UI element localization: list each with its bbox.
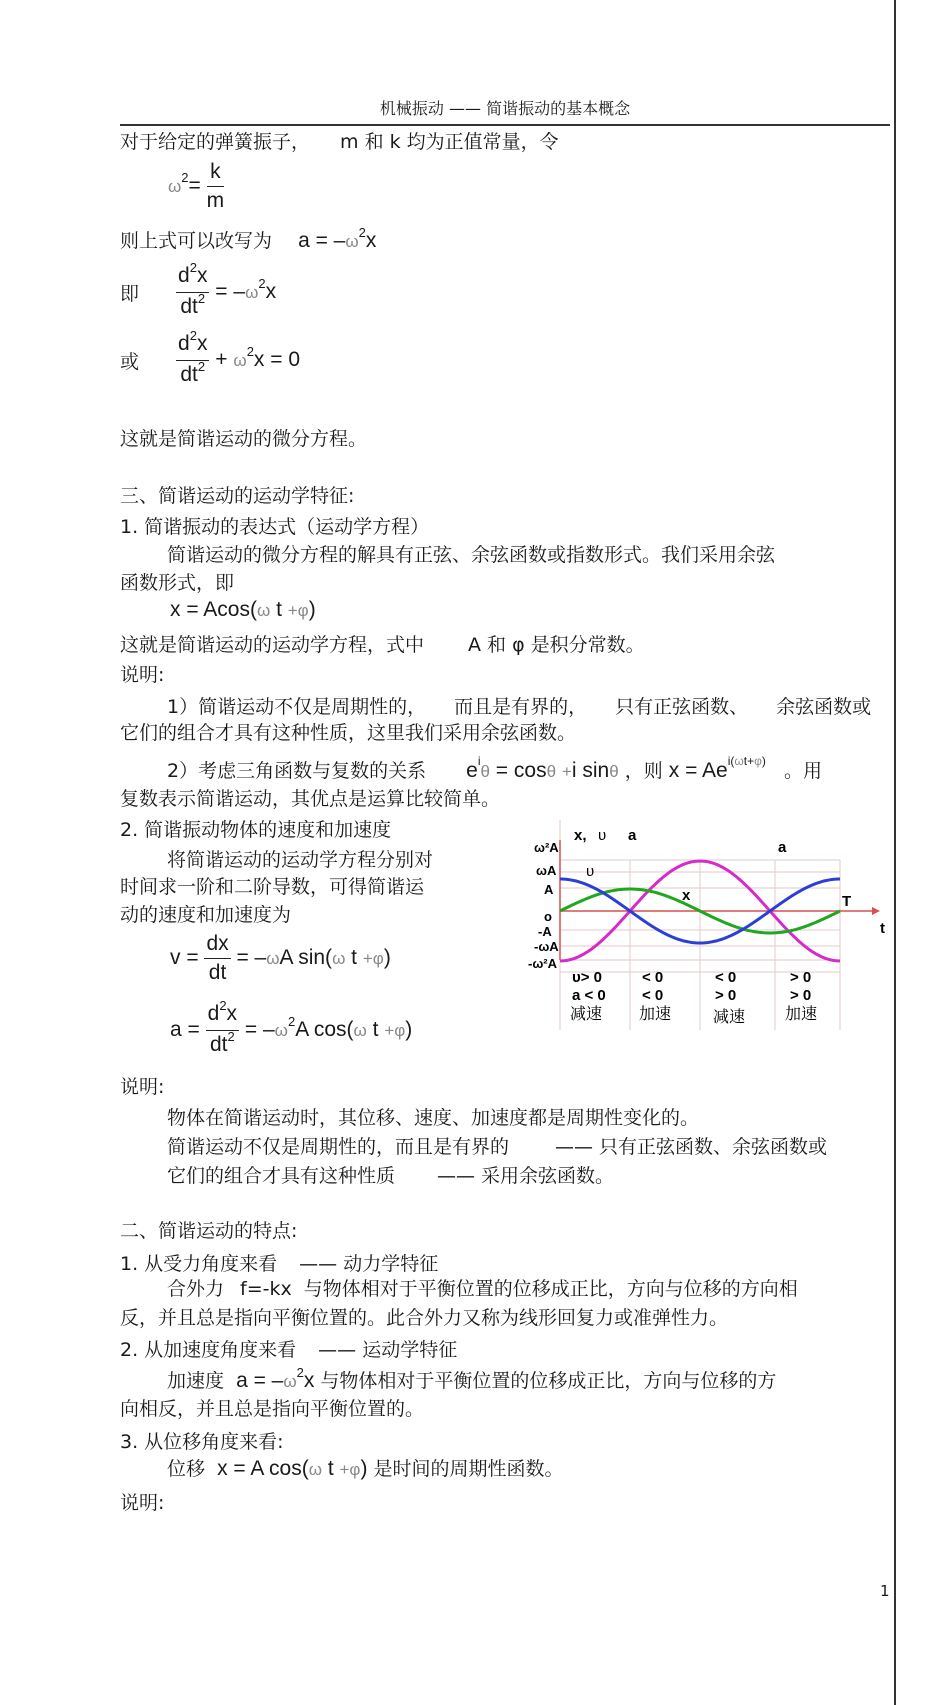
paragraph: 动的速度和加速度为 — [120, 904, 292, 926]
curve-label-x: x — [682, 887, 691, 904]
paragraph: 向相反，并且总是指向平衡位置的。 — [120, 1398, 425, 1420]
row3-q4: 加速 — [785, 1006, 818, 1023]
page-number: 1 — [880, 1582, 890, 1600]
note-2-cont: 复数表示简谐运动，其优点是运算比较简单。 — [120, 788, 501, 810]
kinematic-equation: x = Acos(ω t +φ) — [170, 598, 316, 621]
section3-item2: 2. 简谐振动物体的速度和加速度 — [120, 819, 392, 841]
note-label: 说明: — [120, 664, 165, 686]
paragraph: 反，并且总是指向平衡位置的。此合外力又称为线形回复力或准弹性力。 — [120, 1307, 729, 1329]
summary-3: 它们的组合才具有这种性质 —— 采用余弦函数。 — [167, 1165, 615, 1187]
paragraph: 这就是简谐运动的运动学方程，式中 A 和 φ 是积分常数。 — [120, 634, 645, 656]
ylabel-A: A — [544, 882, 554, 897]
row2-q2: < 0 — [642, 987, 664, 1004]
equation-ji: 即 $\frac{d^2x}{dt^2}$ = $-\omega^2x$ — [120, 260, 277, 318]
note-2: 2）考虑三角函数与复数的关系 $e^i\theta = \cos\theta +i$ sinθ ，则 $x = Ae^{i(\omega t+\varphi)}$ 。用 — [167, 754, 822, 782]
curve-label-v: υ — [586, 863, 595, 880]
section3-item1: 1. 简谐振动的表达式（运动学方程） — [120, 516, 430, 538]
row2-q1: a < 0 — [572, 987, 606, 1004]
paragraph: 时间求一阶和二阶导数，可得简谐运 — [120, 876, 425, 898]
intro-line: 对于给定的弹簧振子， m 和 k 均为正值常量，令 — [120, 131, 559, 153]
legend-a: a — [628, 827, 637, 844]
page-header: 机械振动 —— 简谐振动的基本概念 — [379, 99, 631, 118]
legend-x: x, — [574, 827, 587, 844]
right-margin-line — [894, 0, 896, 1705]
row3-q3: 减速 — [713, 1009, 746, 1026]
shm-graph — [510, 820, 894, 1030]
section2-item2: 2. 从加速度角度来看 —— 运动学特征 — [120, 1339, 458, 1361]
paragraph: 将简谐运动的运动学方程分别对 — [167, 849, 434, 871]
paragraph: 位移 x = A cos(ω t +φ) 是时间的周期性函数。 — [167, 1457, 564, 1480]
ylabel-negwA: -ωA — [534, 939, 559, 954]
row1-q1: υ> 0 — [572, 969, 602, 986]
ylabel-negw2A: -ω²A — [528, 956, 558, 971]
row1-q4: > 0 — [790, 969, 812, 986]
curve-label-t: t — [880, 920, 885, 937]
note-1: 1）简谐运动不仅是周期性的， 而且是有界的， 只有正弦函数、 余弦函数或 — [167, 696, 872, 718]
summary-1: 物体在简谐运动时，其位移、速度、加速度都是周期性变化的。 — [167, 1107, 700, 1129]
row1-q2: < 0 — [642, 969, 664, 986]
velocity-equation: v = $\frac{dx}{dt}$ = –ωA sin(ω t +φ) — [170, 932, 391, 984]
legend-v: υ — [598, 827, 607, 844]
header-rule — [120, 124, 890, 126]
ylabel-wA: ωA — [536, 863, 557, 878]
section2-item1: 1. 从受力角度来看 —— 动力学特征 — [120, 1253, 439, 1275]
rewrite-line: 则上式可以改写为 $a = -\omega^2x$ — [120, 225, 377, 252]
note-label: 说明: — [120, 1492, 165, 1514]
summary-2: 简谐运动不仅是周期性的，而且是有界的 —— 只有正弦函数、余弦函数或 — [167, 1136, 828, 1158]
acceleration-equation: a = $\frac{d^2x}{dt^2}$ = $-\omega^2A$ cos(ω t +φ) — [170, 998, 413, 1056]
equation-huo: 或 $\frac{d^2x}{dt^2}$ + $\omega^2x = 0$ — [120, 328, 301, 386]
note-1-cont: 它们的组合才具有这种性质，这里我们采用余弦函数。 — [120, 722, 577, 744]
curve-label-a: a — [778, 839, 787, 856]
row2-q4: > 0 — [790, 987, 812, 1004]
row3-q1: 减速 — [570, 1006, 603, 1023]
diff-eq-conclusion: 这就是简谐运动的微分方程。 — [120, 428, 368, 450]
x-axis-arrow — [872, 907, 880, 915]
row2-q3: > 0 — [715, 987, 737, 1004]
ylabel-negA: -A — [538, 924, 552, 939]
omega-definition: $\omega^2=$ $\frac{k}{m}$ — [168, 160, 225, 212]
paragraph: 合外力 f=-kx 与物体相对于平衡位置的位移成正比，方向与位移的方向相 — [167, 1278, 798, 1300]
section2-item3: 3. 从位移角度来看: — [120, 1431, 284, 1453]
curve-label-T: T — [842, 893, 852, 910]
row3-q2: 加速 — [639, 1006, 672, 1023]
paragraph: 简谐运动的微分方程的解具有正弦、余弦函数或指数形式。我们采用余弦 — [167, 544, 776, 566]
section2-title: 二、简谐运动的特点: — [120, 1220, 298, 1242]
ylabel-o: o — [544, 909, 552, 924]
note-label: 说明: — [120, 1076, 165, 1098]
ylabel-w2A: ω²A — [534, 840, 559, 855]
row1-q3: < 0 — [715, 969, 737, 986]
section3-title: 三、简谐运动的运动学特征: — [120, 485, 355, 507]
paragraph: 加速度 $a = -\omega^2x$ 与物体相对于平衡位置的位移成正比，方向与位移的方 — [167, 1365, 777, 1392]
paragraph: 函数形式，即 — [120, 572, 235, 594]
